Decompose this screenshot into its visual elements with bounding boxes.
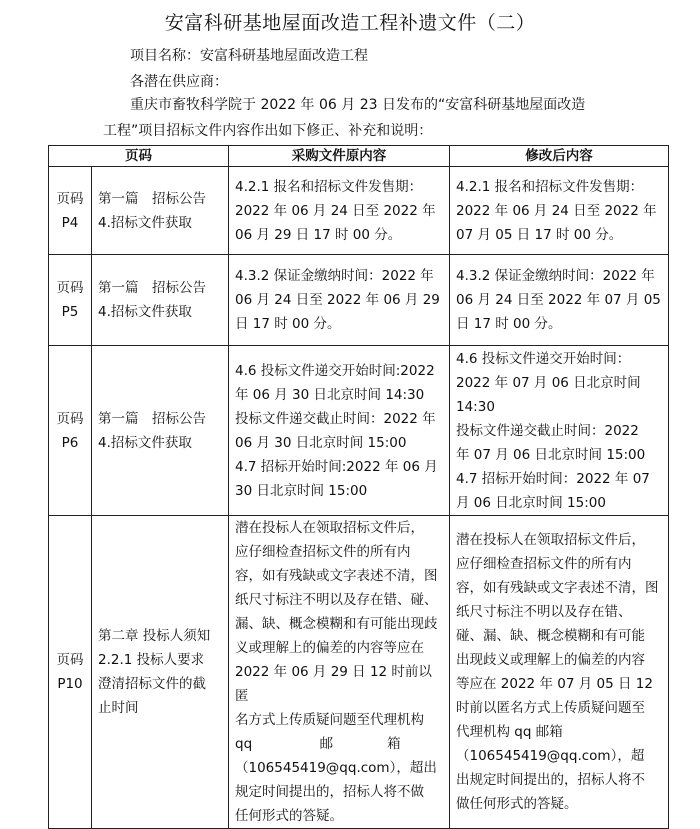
table-row — [49, 255, 669, 346]
text-line: 4.2.1 报名和招标文件发售期： — [456, 178, 644, 195]
text-line: 2022 年 06 月 29 日 12 时前以匿 — [235, 664, 432, 704]
text-line: 日 17 时 00 分。 — [456, 316, 562, 332]
text-line: 应仔细检查招标文件的所有内 — [456, 556, 632, 572]
text-line: 2022 年 06 月 24 日至 2022 年 — [456, 202, 657, 219]
page-label: 页码 — [56, 410, 84, 427]
text-line: 潜在投标人在领取招标文件后， — [235, 520, 424, 536]
page-cell — [49, 516, 92, 829]
text-line: 06 月 24 日至 2022 年 07 月 05 — [456, 292, 661, 308]
text-line: 出规定时间提出的，招标人将不 — [456, 772, 645, 788]
statement-line-1: 重庆市畜牧科学院于 2022 年 06 月 23 日发布的“安富科研基地屋面改造 — [130, 97, 586, 113]
text-line: 义或理解上的偏差的内容等应在 — [235, 640, 424, 656]
text-line: 投标文件递交截止时间：2022 年 — [235, 410, 436, 427]
text-line: 碰、漏、缺、概念模糊和有可能 — [456, 628, 645, 644]
amendment-table — [48, 145, 669, 829]
page-label: 页码 — [56, 652, 84, 668]
section-line: 4.招标文件获取 — [98, 214, 192, 231]
section-cell — [92, 516, 229, 829]
section-cell — [92, 167, 229, 255]
text-line: 4.3.2 保证金缴纳时间：2022 年 — [456, 268, 655, 284]
text-line: （106545419@qq.com），超出 — [235, 760, 437, 776]
section-line: 第一篇 招标公告 — [98, 410, 206, 427]
text-line: 月 06 日北京时间 15:00 — [456, 494, 606, 511]
text-line: 2022 年 07 月 06 日北京时间 — [456, 374, 641, 391]
page-number: P6 — [61, 434, 79, 451]
revised-content-cell — [450, 516, 669, 829]
text-line: 06 月 29 日 17 时 00 分。 — [235, 226, 402, 243]
text-line: 4.6 投标文件递交开始时间:2022 — [235, 362, 435, 379]
text-line: 容，如有残缺或文字表述不清，图 — [456, 580, 659, 596]
text-line: 任何形式的答疑。 — [235, 808, 343, 824]
page-label: 页码 — [56, 190, 84, 207]
original-content-cell — [229, 346, 450, 516]
table-row — [49, 516, 669, 829]
section-line: 第一篇 招标公告 — [98, 190, 206, 207]
original-content-cell — [229, 167, 450, 255]
text-line: 时前以匿名方式上传质疑问题至 — [456, 700, 645, 716]
page-number: P4 — [61, 214, 79, 231]
text-line: 容，如有残缺或文字表述不清，图 — [235, 568, 438, 584]
text-line: 做任何形式的答疑。 — [456, 796, 578, 812]
section-cell — [92, 346, 229, 516]
header-original: 采购文件原内容 — [229, 146, 450, 167]
original-content-cell — [229, 255, 450, 346]
section-line: 止时间 — [98, 700, 139, 716]
table-header-row — [49, 146, 669, 167]
section-line: 澄清招标文件的截 — [98, 676, 206, 692]
text-line: 等应在 2022 年 07 月 05 日 12 — [456, 676, 653, 692]
recipients: 各潜在供应商： — [130, 74, 228, 90]
text-line: 名方式上传质疑问题至代理机构 — [235, 712, 424, 728]
section-line: 第一篇 招标公告 — [98, 280, 206, 296]
revised-content-cell — [450, 346, 669, 516]
page-label: 页码 — [56, 280, 84, 296]
text-line: 06 月 24 日至 2022 年 06 月 29 — [235, 292, 440, 308]
page-cell — [49, 255, 92, 346]
revised-content-cell — [450, 255, 669, 346]
text-line: 4.6 投标文件递交开始时间： — [456, 350, 631, 367]
text-line: 漏、缺、概念模糊和有可能出现歧 — [235, 616, 438, 632]
text-line: 出现歧义或理解上的偏差的内容 — [456, 652, 645, 668]
project-name: 项目名称：安富科研基地屋面改造工程 — [130, 48, 368, 64]
text-line: 投标文件递交截止时间：2022 — [456, 422, 639, 439]
header-page: 页码 — [49, 146, 229, 167]
text-line: 4.2.1 报名和招标文件发售期： — [235, 178, 423, 195]
section-line: 4.招标文件获取 — [98, 434, 192, 451]
text-line: qq 邮 箱 — [235, 736, 401, 752]
text-line: 06 月 30 日北京时间 15:00 — [235, 434, 407, 451]
text-line: 4.3.2 保证金缴纳时间：2022 年 — [235, 268, 434, 284]
text-line: （106545419@qq.com），超 — [456, 748, 645, 764]
text-line: 纸尺寸标注不明以及存在错、碰、 — [235, 592, 438, 608]
statement-line-2: 工程”项目招标文件内容作出如下修正、补充和说明： — [103, 123, 433, 139]
page-number: P10 — [57, 676, 83, 692]
table-row — [49, 346, 669, 516]
text-line: 规定时间提出的，招标人将不做 — [235, 784, 424, 800]
table-row — [49, 167, 669, 255]
text-line: 年 07 月 06 日北京时间 15:00 — [456, 446, 646, 463]
document-title: 安富科研基地屋面改造工程补遗文件（二） — [164, 12, 536, 34]
text-line: 潜在投标人在领取招标文件后， — [456, 532, 645, 548]
text-line: 代理机构 qq 邮箱 — [456, 724, 563, 740]
original-content-cell — [229, 516, 450, 829]
text-line: 2022 年 06 月 24 日至 2022 年 — [235, 202, 436, 219]
text-line: 4.7 招标开始时间：2022 年 07 — [456, 470, 650, 487]
text-line: 14:30 — [456, 398, 495, 415]
text-line: 30 日北京时间 15:00 — [235, 482, 368, 499]
section-line: 2.2.1 投标人要求 — [98, 652, 205, 668]
section-line: 4.招标文件获取 — [98, 304, 192, 320]
header-revised: 修改后内容 — [450, 146, 669, 167]
revised-content-cell — [450, 167, 669, 255]
text-line: 年 06 月 30 日北京时间 14:30 — [235, 386, 425, 403]
section-line: 第二章 投标人须知 — [98, 628, 211, 644]
page-cell — [49, 167, 92, 255]
text-line: 应仔细检查招标文件的所有内 — [235, 544, 411, 560]
text-line: 日 17 时 00 分。 — [235, 316, 341, 332]
page-number: P5 — [61, 304, 79, 320]
section-cell — [92, 255, 229, 346]
text-line: 纸尺寸标注不明以及存在错、 — [456, 604, 632, 620]
text-line: 4.7 招标开始时间:2022 年 06 月 — [235, 458, 438, 475]
text-line: 07 月 05 日 17 时 00 分。 — [456, 226, 623, 243]
page-cell — [49, 346, 92, 516]
